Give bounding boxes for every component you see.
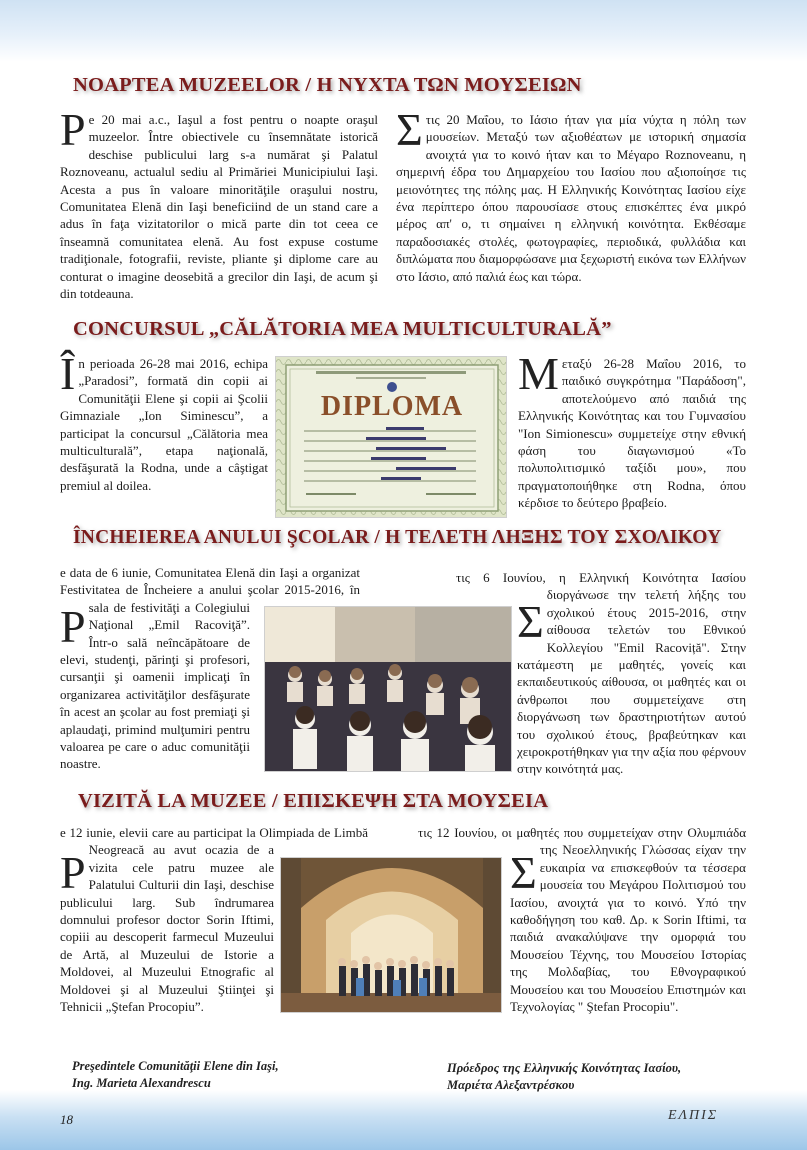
magazine-name: ΕΛΠΙΣ: [668, 1108, 719, 1123]
section-title-muzee: NOAPTEA MUZEELOR / Η ΝΥΧΤΑ ΤΩΝ ΜΟΥΣΕΙΩΝ: [73, 74, 582, 96]
dropcap: P: [60, 104, 86, 155]
page-number: 18: [60, 1112, 73, 1127]
article-text: εταξύ 26-28 Μαΐου 2016, το παιδικό συγκρότημα "Παράδοση", αποτελούμενο από παιδιά της Ελληνικής Κοινότητας και του Γυμνασίου "Ion Simionescu» συμμετείχε στην εθνική φάση του διαγωνισμού «Το πολυπολιτισμικό ταξίδι μου», που πραγματοποιήθηκε στη Rodna, όπου κέρδισε το δεύτερο βραβείο.: [518, 356, 746, 511]
section-title-vizita: VIZITĂ LA MUZEE / ΕΠΙΣΚΕΨΗ ΣΤΑ ΜΟΥΣΕΙΑ: [78, 790, 549, 812]
diploma-image: [275, 356, 507, 518]
article-gr-vizita: [418, 824, 746, 1015]
signature-ro-line1: Preşedintele Comunităţii Elene din Iaşi,: [72, 1059, 279, 1073]
section-title-concurs: CONCURSUL „CĂLĂTORIA MEA MULTICULTURALĂ”: [73, 318, 612, 340]
article-gr-muzee: [396, 104, 746, 285]
article-text: τις 6 Ιουνίου, η Ελληνική Κοινότητα Ιασίου διοργάνωσε την τελετή λήξης του σχολικού έτους 2015-2016, στην αίθουσα τελετών του Εθνικού Κολλεγίου "Emil Racoviță". Στην κατάμεστη με μαθητές, γονείς και εκπαιδευτικούς αίθουσα, οι μαθητές και οι άνθρωποι που συμμετείχανε στη διοργάνωση των δραστηριοτήτων αυτού του σχολικού έτους, βραβεύτηκαν και χειροκροτήθηκαν για την αξία που φέρνουν στην κοινότητά μας.: [456, 570, 746, 777]
dropcap: Μ: [518, 348, 559, 399]
diploma-illustration: [276, 357, 507, 518]
article-text: e data de 6 iunie, Comunitatea Elenă din Iaşi a organizat Festivitatea de Încheiere a anului şcolar 2015-2016, în sala de festivităţi a Colegiului Naţional „Emil Racoviţă”. Într-o sală neîncăpătoare de elevi, studenţi, părinţi şi profesori, cursanţii şi oamenii implicaţi în organizarea activităţilor desfăşurate în acest an şcolar au fost premiaţi şi aplaudaţi, primind mulţumiri pentru valoarea pe care o aduc comunităţii noastre.: [60, 565, 360, 772]
dropcap: Σ: [396, 104, 423, 155]
diploma-word: DIPLOMA: [320, 391, 464, 422]
article-gr-concurs: [518, 348, 746, 512]
section-title-festivitate: ÎNCHEIEREA ANULUI ŞCOLAR / Η ΤΕΛΕΤΗ ΛΗΞΗΣ ΤΟΥ ΣΧΟΛΙΚΟΥ: [73, 527, 722, 548]
top-decorative-band: [0, 0, 807, 62]
dropcap: Σ: [510, 847, 537, 898]
dropcap: Σ: [517, 596, 544, 647]
article-text: τις 12 Ιουνίου, οι μαθητές που συμμετείχαν στην Ολυμπιάδα της Νεοελληνικής Γλώσσας είχαν την ευκαιρία να επισκεφθούν τα τέσσερα μουσεία του Μεγάρου Πολιτισμού του Ιασίου, ανοιχτά για το κοινό. Υπό την καθοδήγηση του καθ. Δρ. κ Sorin Iftimi, τα παιδιά ανακαλύψανε την ομορφιά του Μουσείου Τέχνης, του Μουσείου Ιστορίας της Μολδαβίας, του Εθνογραφικού Μουσείου και του Μουσείου Επιστημών και Τεχνολογίας " Ştefan Procopiu".: [418, 825, 746, 1015]
article-text: e 20 mai a.c., Iaşul a fost pentru o noapte oraşul muzeelor. Între obiectivele cu însemnătate istorică deschise publicului larg s-a numărat şi Palatul Roznoveanu, actualul sediu al Primăriei Municipiului Iaşi. Acesta a pus în valoare minorităţile oraşului nostru, Comunitatea Elenă din Iaşi beneficiind de un stand care a adus în faţa vizitatorilor o mică parte din tot ceea ce înseamnă comunitatea elenă. Au fost expuse costume tradiţionale, fotografii, reviste, pliante şi diplome care au conturat o imagine deosebită a grecilor din Iaşi, de acum şi din totdeauna.: [60, 112, 378, 302]
article-gr-festivitate: [456, 569, 746, 778]
dropcap: P: [60, 601, 86, 652]
dropcap: P: [60, 847, 86, 898]
signature-gr-line2: Μαριέτα Αλεξαντρέσκου: [447, 1077, 575, 1092]
article-ro-muzee: [60, 104, 378, 302]
article-text: τις 20 Μαΐου, το Ιάσιο ήταν για μία νύχτα η πόλη των μουσείων. Μεταξύ των αξιοθέατων με ιστορική σημασία ανοιχτά για το κοινό ήταν και το Μέγαρο Roznoveanu, η σημερινή έδρα του Δημαρχείου του Ιασίου που αξιοποίησε τις μειονότητες της πόλης μας. Η Ελληνικής Κοινότητας Ιασίου είχε ένα περίπτερο όπου παρουσίασε στους επισκέπτες ένα μικρό μέρος απ' ο, τι σημαίνει η ελληνική κοινότητα. Εκθέσαμε παραδοσιακές στολές, φωτογραφίες, περιοδικά, φυλλάδια και διπλώματα που διαμορφώσανε μια ξεχωριστή εικόνα των Ελλήνων στο Ιάσιο, από παλιά έως και τώρα.: [396, 112, 746, 284]
dropcap: Î: [60, 348, 76, 399]
photo-clearance: [418, 854, 510, 1014]
article-ro-concurs: [60, 348, 268, 494]
signature-gr: [447, 1060, 681, 1093]
signature-ro-line2: Ing. Marieta Alexandrescu: [72, 1075, 211, 1090]
article-text: n perioada 26-28 mai 2016, echipa „Paradosi”, formată din copii ai Comunităţii Elene şi copii ai Şcolii Gimnaziale „Ion Siminescu”, a participat la concursul „Călătoria mea multiculturală”, etapa naţională, desfăşurată la Rodna, unde a câştigat premiul al doilea.: [60, 356, 268, 493]
article-text: e 12 iunie, elevii care au participat la Olimpiada de Limbă Neogreacă au avut ocazia de a vizita cele patru muzee ale Palatului Culturii din Iaşi, deschise publicului larg. Sub îndrumarea domnului profesor doctor Sorin Iftimi, copiii au descoperit farmecul Muzeului de Artă, al Muzeului de Istorie a Moldovei, al Muzeului Etnografic al Moldovei şi al Muzeului Ştiinţei şi Tehnicii „Ştefan Procopiu”.: [60, 825, 368, 1015]
signature-ro: [72, 1058, 279, 1091]
signature-gr-line1: Πρόεδρος της Ελληνικής Κοινότητας Ιασίου,: [447, 1061, 682, 1075]
photo-clearance: [456, 603, 517, 773]
